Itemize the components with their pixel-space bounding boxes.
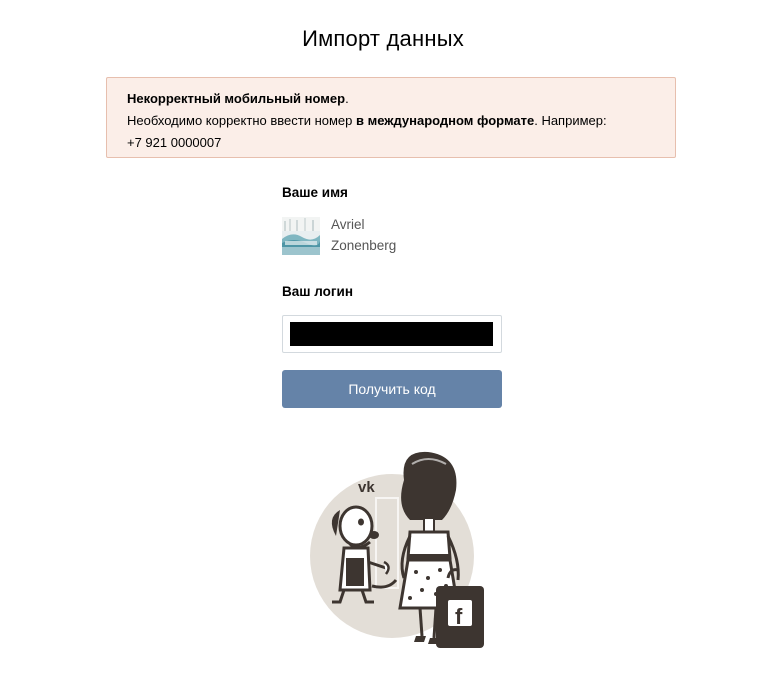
vk-logo-icon <box>358 479 375 496</box>
avatar <box>282 217 320 255</box>
svg-text:vk: vk <box>358 479 375 496</box>
error-heading-line <box>127 88 655 110</box>
import-illustration <box>300 440 500 695</box>
error-text-prefix: Необходимо корректно ввести номер <box>127 113 356 128</box>
error-description <box>127 110 655 132</box>
user-name <box>331 214 396 256</box>
login-label: Ваш логин <box>282 284 353 299</box>
first-name: Avriel <box>331 217 365 232</box>
login-field[interactable] <box>282 315 502 353</box>
error-heading: Некорректный мобильный номер <box>127 91 346 106</box>
last-name: Zonenberg <box>331 238 397 253</box>
login-input[interactable] <box>283 316 505 354</box>
error-example: +7 921 0000007 <box>127 135 222 150</box>
svg-text:f: f <box>455 604 463 629</box>
name-label: Ваше имя <box>282 185 348 200</box>
error-text-suffix: . Например: <box>534 113 607 128</box>
error-message <box>106 77 676 158</box>
get-code-button[interactable]: Получить код <box>282 370 502 408</box>
page-title: Импорт данных <box>302 26 464 51</box>
error-text-bold: в международном формате <box>356 113 535 128</box>
error-heading-suffix: . <box>345 91 349 106</box>
